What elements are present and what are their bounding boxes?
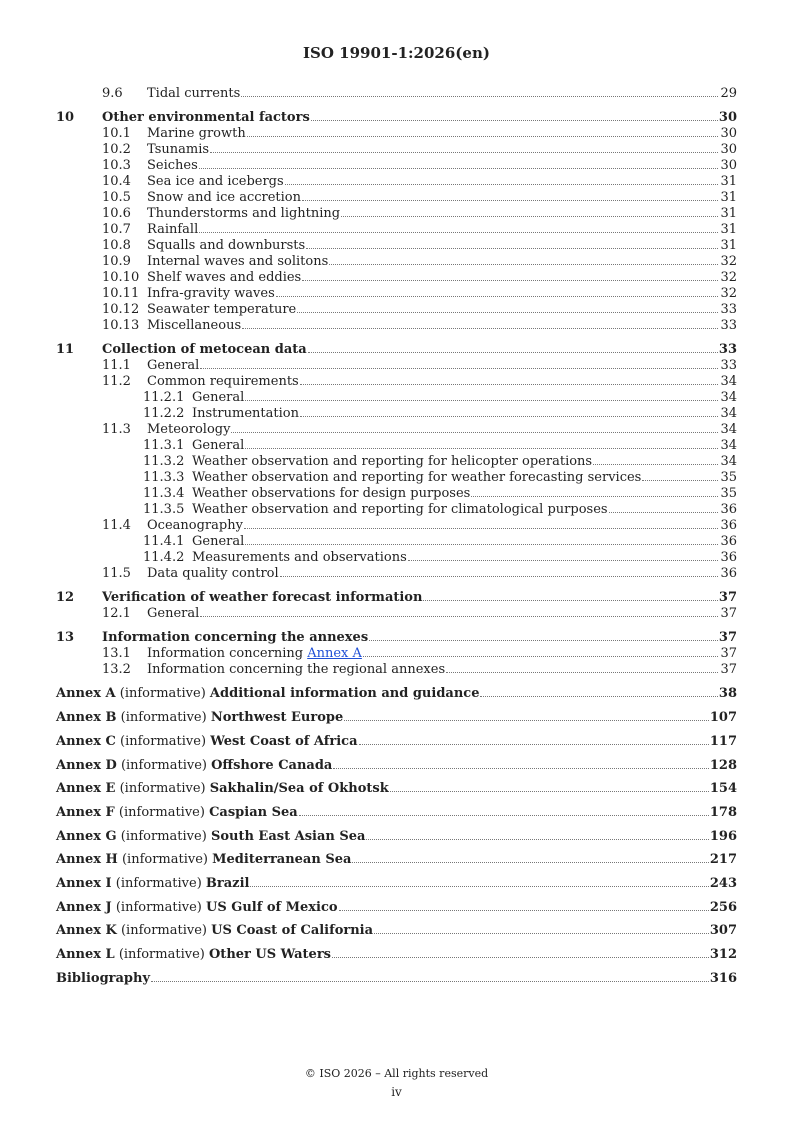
toc-entry-page: 33 — [720, 318, 737, 333]
dot-leader — [308, 352, 718, 353]
toc-entry-page: 31 — [720, 238, 737, 253]
annex-label: Annex H — [56, 852, 118, 867]
toc-entry-title: Infra-gravity waves — [147, 286, 275, 301]
toc-subclause-entry[interactable] — [56, 454, 737, 470]
toc-entry-number: 11.4.1 — [143, 534, 185, 549]
toc-subclause-entry[interactable] — [56, 550, 737, 566]
dot-leader — [642, 480, 718, 481]
toc-entry-page: 30 — [720, 142, 737, 157]
toc-entry-number: 11 — [56, 342, 75, 357]
annex-page: 256 — [709, 900, 737, 915]
toc-entry-title: Meteorology — [147, 422, 231, 437]
toc-subclause-entry[interactable] — [56, 238, 737, 254]
toc-entry-page: 30 — [720, 126, 737, 141]
toc-entry-page: 32 — [720, 286, 737, 301]
dot-leader — [344, 720, 709, 721]
toc-entry-title: General — [192, 390, 245, 405]
dot-leader — [471, 496, 718, 497]
toc-entry-number: 10.2 — [102, 142, 131, 157]
toc-entry-number: 10.5 — [102, 190, 131, 205]
dot-leader — [333, 768, 709, 769]
toc-entry-page: 34 — [720, 454, 737, 469]
annex-informative-tag: (informative) — [114, 947, 209, 962]
toc-entry-page: 36 — [720, 502, 737, 517]
toc-annex-entry[interactable] — [56, 923, 737, 939]
toc-entry-number: 11.2 — [102, 374, 131, 389]
toc-entry-page: 37 — [720, 646, 737, 661]
dot-leader — [352, 862, 708, 863]
toc-entry-title: Seawater temperature — [147, 302, 297, 317]
annex-informative-tag: (informative) — [115, 781, 210, 796]
toc-subclause-entry[interactable] — [56, 142, 737, 158]
toc-annex-entry[interactable] — [56, 781, 737, 797]
dot-leader — [369, 640, 718, 641]
annex-a-link[interactable]: Annex A — [307, 646, 362, 661]
toc-entry-page: 31 — [720, 174, 737, 189]
toc-entry-page: 32 — [720, 254, 737, 269]
toc-subclause-entry[interactable] — [56, 518, 737, 534]
toc-entry-number: 13.1 — [102, 646, 131, 661]
toc-subclause-entry[interactable] — [56, 438, 737, 454]
toc-entry-number: 10.9 — [102, 254, 131, 269]
toc-entry-title: Oceanography — [147, 518, 243, 533]
dot-leader — [200, 368, 718, 369]
toc-entry-title: General — [147, 358, 200, 373]
toc-entry-number: 12.1 — [102, 606, 131, 621]
toc-entry-title: Instrumentation — [192, 406, 299, 421]
toc-entry-number: 10.4 — [102, 174, 131, 189]
annex-informative-tag: (informative) — [115, 686, 210, 701]
toc-entry-number: 10.6 — [102, 206, 131, 221]
dot-leader — [302, 200, 718, 201]
annex-label: Annex E — [56, 781, 116, 796]
toc-entry-title: Sea ice and icebergs — [147, 174, 284, 189]
dot-leader — [199, 168, 718, 169]
toc-entry-page: 34 — [720, 422, 737, 437]
dot-leader — [297, 312, 718, 313]
annex-informative-tag: (informative) — [116, 923, 212, 938]
toc-entry-number: 13.2 — [102, 662, 131, 677]
annex-informative-tag: (informative) — [114, 805, 210, 820]
dot-leader — [300, 384, 718, 385]
annex-informative-tag: (informative) — [111, 876, 206, 891]
toc-subclause-entry[interactable] — [56, 86, 737, 102]
dot-leader — [332, 957, 709, 958]
toc-entry-page: 37 — [720, 606, 737, 621]
toc-entry-title: General — [192, 534, 245, 549]
toc-subclause-entry[interactable] — [56, 254, 737, 270]
annex-page: 243 — [709, 876, 737, 891]
toc-entry-page: 31 — [720, 222, 737, 237]
toc-annex-entry[interactable] — [56, 900, 737, 916]
annex-label: Annex F — [56, 805, 115, 820]
toc-entry-number: 10.10 — [102, 270, 140, 285]
dot-leader — [408, 560, 718, 561]
annex-informative-tag: (informative) — [115, 734, 211, 749]
toc-entry-number: 11.3 — [102, 422, 131, 437]
dot-leader — [276, 296, 718, 297]
toc-subclause-entry[interactable] — [56, 390, 737, 406]
toc-subclause-entry[interactable] — [56, 158, 737, 174]
annex-informative-tag: (informative) — [116, 758, 212, 773]
dot-leader — [609, 512, 718, 513]
toc-entry-title: Marine growth — [147, 126, 246, 141]
toc-subclause-entry[interactable] — [56, 286, 737, 302]
annex-page: 128 — [709, 758, 737, 773]
annex-informative-tag: (informative) — [116, 710, 211, 725]
annex-page: 154 — [709, 781, 737, 796]
annex-page: 196 — [709, 829, 737, 844]
toc-subclause-entry[interactable] — [56, 422, 737, 438]
dot-leader — [359, 744, 709, 745]
annex-title: US Gulf of Mexico — [206, 900, 338, 915]
toc-entry-page: 31 — [720, 190, 737, 205]
toc-entry-page: 34 — [720, 374, 737, 389]
toc-entry-page: 30 — [718, 110, 737, 125]
dot-leader — [300, 416, 718, 417]
annex-label: Annex L — [56, 947, 115, 962]
toc-entry-title: Squalls and downbursts — [147, 238, 306, 253]
dot-leader — [285, 184, 718, 185]
toc-clause-entry[interactable] — [56, 110, 737, 126]
annex-title: Mediterranean Sea — [212, 852, 352, 867]
dot-leader — [280, 576, 718, 577]
toc-entry-page: 33 — [720, 358, 737, 373]
toc-annex-entry[interactable] — [56, 829, 737, 845]
toc-entry-title: Information concerning — [147, 646, 308, 661]
toc-bibliography-entry[interactable] — [56, 971, 737, 987]
annex-page: 217 — [709, 852, 737, 867]
toc-entry-number: 11.5 — [102, 566, 131, 581]
toc-entry-page: 36 — [720, 534, 737, 549]
toc-subclause-entry[interactable] — [56, 174, 737, 190]
toc-entry-number: 10.3 — [102, 158, 131, 173]
toc-entry-number: 10.11 — [102, 286, 140, 301]
annex-label: Annex I — [56, 876, 112, 891]
toc-entry-number: 12 — [56, 590, 75, 605]
toc-clause-entry[interactable] — [56, 590, 737, 606]
toc-annex-entry[interactable] — [56, 686, 737, 702]
toc-clause-entry[interactable] — [56, 342, 737, 358]
toc-entry-page: 35 — [720, 470, 737, 485]
annex-title: Brazil — [205, 876, 250, 891]
toc-entry-number: 11.1 — [102, 358, 131, 373]
annex-title: South East Asian Sea — [210, 829, 366, 844]
annex-label: Annex A — [56, 686, 116, 701]
toc-entry-number: 11.4.2 — [143, 550, 185, 565]
toc-entry-title: Weather observation and reporting for weather forecasting services — [192, 470, 642, 485]
dot-leader — [480, 696, 717, 697]
toc-entry-title: Internal waves and solitons — [147, 254, 329, 269]
toc-subclause-entry[interactable] — [56, 662, 737, 678]
toc-entry-title: Data quality control — [147, 566, 279, 581]
toc-entry-title: Miscellaneous — [147, 318, 242, 333]
toc-entry-title: Common requirements — [147, 374, 299, 389]
toc-annex-entry[interactable] — [56, 805, 737, 821]
annex-label: Annex B — [56, 710, 117, 725]
toc-entry-title: Other environmental factors — [102, 110, 310, 125]
dot-leader — [311, 120, 718, 121]
dot-leader — [363, 656, 718, 657]
toc-entry-number: 11.2.2 — [143, 406, 185, 421]
toc-entry-title: Rainfall — [147, 222, 199, 237]
dot-leader — [242, 328, 718, 329]
toc-entry-page: 35 — [720, 486, 737, 501]
annex-title: West Coast of Africa — [210, 734, 358, 749]
toc-entry-number: 10.1 — [102, 126, 131, 141]
toc-entry-page: 37 — [718, 630, 737, 645]
dot-leader — [245, 448, 718, 449]
toc-annex-entry[interactable] — [56, 852, 737, 868]
toc-entry-page: 34 — [720, 406, 737, 421]
toc-entry-number: 13 — [56, 630, 75, 645]
toc-annex-entry[interactable] — [56, 947, 737, 963]
toc-entry-title: Weather observations for design purposes — [192, 486, 471, 501]
toc-entry-page: 37 — [720, 662, 737, 677]
toc-subclause-entry[interactable] — [56, 406, 737, 422]
toc-subclause-entry[interactable] — [56, 566, 737, 582]
annex-label: Annex K — [56, 923, 117, 938]
annex-title: US Coast of California — [211, 923, 374, 938]
toc-entry-title: Verification of weather forecast information — [102, 590, 423, 605]
dot-leader — [339, 910, 709, 911]
toc-subclause-entry[interactable] — [56, 270, 737, 286]
annex-title: Additional information and guidance — [209, 686, 480, 701]
toc-subclause-entry[interactable] — [56, 358, 737, 374]
toc-subclause-entry[interactable] — [56, 606, 737, 622]
toc-entry-number: 10.8 — [102, 238, 131, 253]
toc-entry-page: 36 — [720, 550, 737, 565]
toc-entry-number: 11.3.1 — [143, 438, 185, 453]
dot-leader — [390, 791, 709, 792]
toc-entry-number: 11.2.1 — [143, 390, 185, 405]
toc-annex-entry[interactable] — [56, 758, 737, 774]
annex-page: 316 — [709, 971, 737, 986]
toc-entry-title: Weather observation and reporting for helicopter operations — [192, 454, 593, 469]
toc-entry-page: 34 — [720, 438, 737, 453]
toc-entry-number: 10.7 — [102, 222, 131, 237]
dot-leader — [446, 672, 718, 673]
toc-entry-title: General — [192, 438, 245, 453]
toc-entry-title: Thunderstorms and lightning — [147, 206, 341, 221]
toc-annex-entry[interactable] — [56, 734, 737, 750]
toc-entry-title: Information concerning the regional annexes — [147, 662, 446, 677]
toc-entry-title: Information concerning the annexes — [102, 630, 369, 645]
toc-entry-page: 34 — [720, 390, 737, 405]
toc-annex-entry[interactable] — [56, 710, 737, 726]
dot-leader — [593, 464, 718, 465]
toc-entry-title: Snow and ice accretion — [147, 190, 302, 205]
toc-entry-title: Tidal currents — [147, 86, 241, 101]
annex-informative-tag: (informative) — [111, 900, 206, 915]
toc-entry-page: 32 — [720, 270, 737, 285]
toc-subclause-entry[interactable] — [56, 486, 737, 502]
annex-label: Annex C — [56, 734, 116, 749]
dot-leader — [151, 981, 709, 982]
toc-entry-title: Measurements and observations — [192, 550, 407, 565]
annex-title: Other US Waters — [208, 947, 331, 962]
toc-entry-page: 37 — [718, 590, 737, 605]
toc-entry-title: Seiches — [147, 158, 198, 173]
toc-entry-page: 31 — [720, 206, 737, 221]
toc-entry-title: Tsunamis — [147, 142, 210, 157]
dot-leader — [199, 232, 718, 233]
dot-leader — [341, 216, 718, 217]
toc-entry-page: 36 — [720, 566, 737, 581]
toc-clause-entry[interactable] — [56, 630, 737, 646]
toc-subclause-entry[interactable] — [56, 534, 737, 550]
toc-subclause-entry[interactable] — [56, 126, 737, 142]
annex-page: 307 — [709, 923, 737, 938]
annex-title: Northwest Europe — [210, 710, 344, 725]
dot-leader — [245, 400, 718, 401]
dot-leader — [306, 248, 718, 249]
toc-entry-page: 30 — [720, 158, 737, 173]
dot-leader — [244, 528, 718, 529]
annex-label: Bibliography — [56, 971, 151, 986]
toc-entry-page: 33 — [720, 302, 737, 317]
dot-leader — [241, 96, 718, 97]
toc-subclause-entry[interactable] — [56, 502, 737, 518]
annex-title: Sakhalin/Sea of Okhotsk — [209, 781, 389, 796]
dot-leader — [329, 264, 718, 265]
toc-entry-page: 29 — [720, 86, 737, 101]
toc-subclause-entry[interactable] — [56, 190, 737, 206]
dot-leader — [245, 544, 718, 545]
toc-subclause-entry[interactable] — [56, 646, 737, 662]
annex-page: 117 — [709, 734, 737, 749]
annex-page: 38 — [718, 686, 737, 701]
annex-title: Offshore Canada — [211, 758, 333, 773]
toc-entry-number: 10.12 — [102, 302, 140, 317]
footer-copyright: © ISO 2026 – All rights reserved — [304, 1067, 489, 1080]
dot-leader — [200, 616, 718, 617]
toc-entry-number: 10.13 — [102, 318, 140, 333]
toc-subclause-entry[interactable] — [56, 302, 737, 318]
toc-annex-entry[interactable] — [56, 876, 737, 892]
annex-label: Annex D — [56, 758, 117, 773]
dot-leader — [250, 886, 708, 887]
toc-entry-number: 10 — [56, 110, 75, 125]
toc-subclause-entry[interactable] — [56, 206, 737, 222]
toc-entry-number: 11.3.4 — [143, 486, 185, 501]
annex-page: 107 — [709, 710, 737, 725]
dot-leader — [302, 280, 718, 281]
toc-entry-number: 9.6 — [102, 86, 123, 101]
toc-entry-page: 36 — [720, 518, 737, 533]
dot-leader — [247, 136, 718, 137]
footer-page-number: iv — [391, 1085, 402, 1099]
toc-entry-title: Shelf waves and eddies — [147, 270, 302, 285]
annex-label: Annex J — [56, 900, 112, 915]
dot-leader — [366, 839, 708, 840]
annex-page: 178 — [709, 805, 737, 820]
dot-leader — [423, 600, 717, 601]
toc-entry-number: 11.3.5 — [143, 502, 185, 517]
annex-informative-tag: (informative) — [116, 829, 211, 844]
annex-label: Annex G — [56, 829, 117, 844]
toc-entry-title: General — [147, 606, 200, 621]
toc-entry-number: 11.3.3 — [143, 470, 185, 485]
toc-entry-number: 11.3.2 — [143, 454, 185, 469]
dot-leader — [231, 432, 718, 433]
toc-subclause-entry[interactable] — [56, 374, 737, 390]
toc-subclause-entry[interactable] — [56, 222, 737, 238]
annex-page: 312 — [709, 947, 737, 962]
document-header: ISO 19901-1:2026(en) — [303, 44, 490, 62]
dot-leader — [374, 933, 709, 934]
dot-leader — [299, 815, 709, 816]
toc-entry-number: 11.4 — [102, 518, 131, 533]
toc-entry-title: Collection of metocean data — [102, 342, 307, 357]
toc-entry-page: 33 — [718, 342, 737, 357]
toc-entry-title: Weather observation and reporting for climatological purposes — [192, 502, 608, 517]
annex-title: Caspian Sea — [209, 805, 298, 820]
toc-subclause-entry[interactable] — [56, 318, 737, 334]
dot-leader — [210, 152, 718, 153]
annex-informative-tag: (informative) — [117, 852, 213, 867]
toc-subclause-entry[interactable] — [56, 470, 737, 486]
